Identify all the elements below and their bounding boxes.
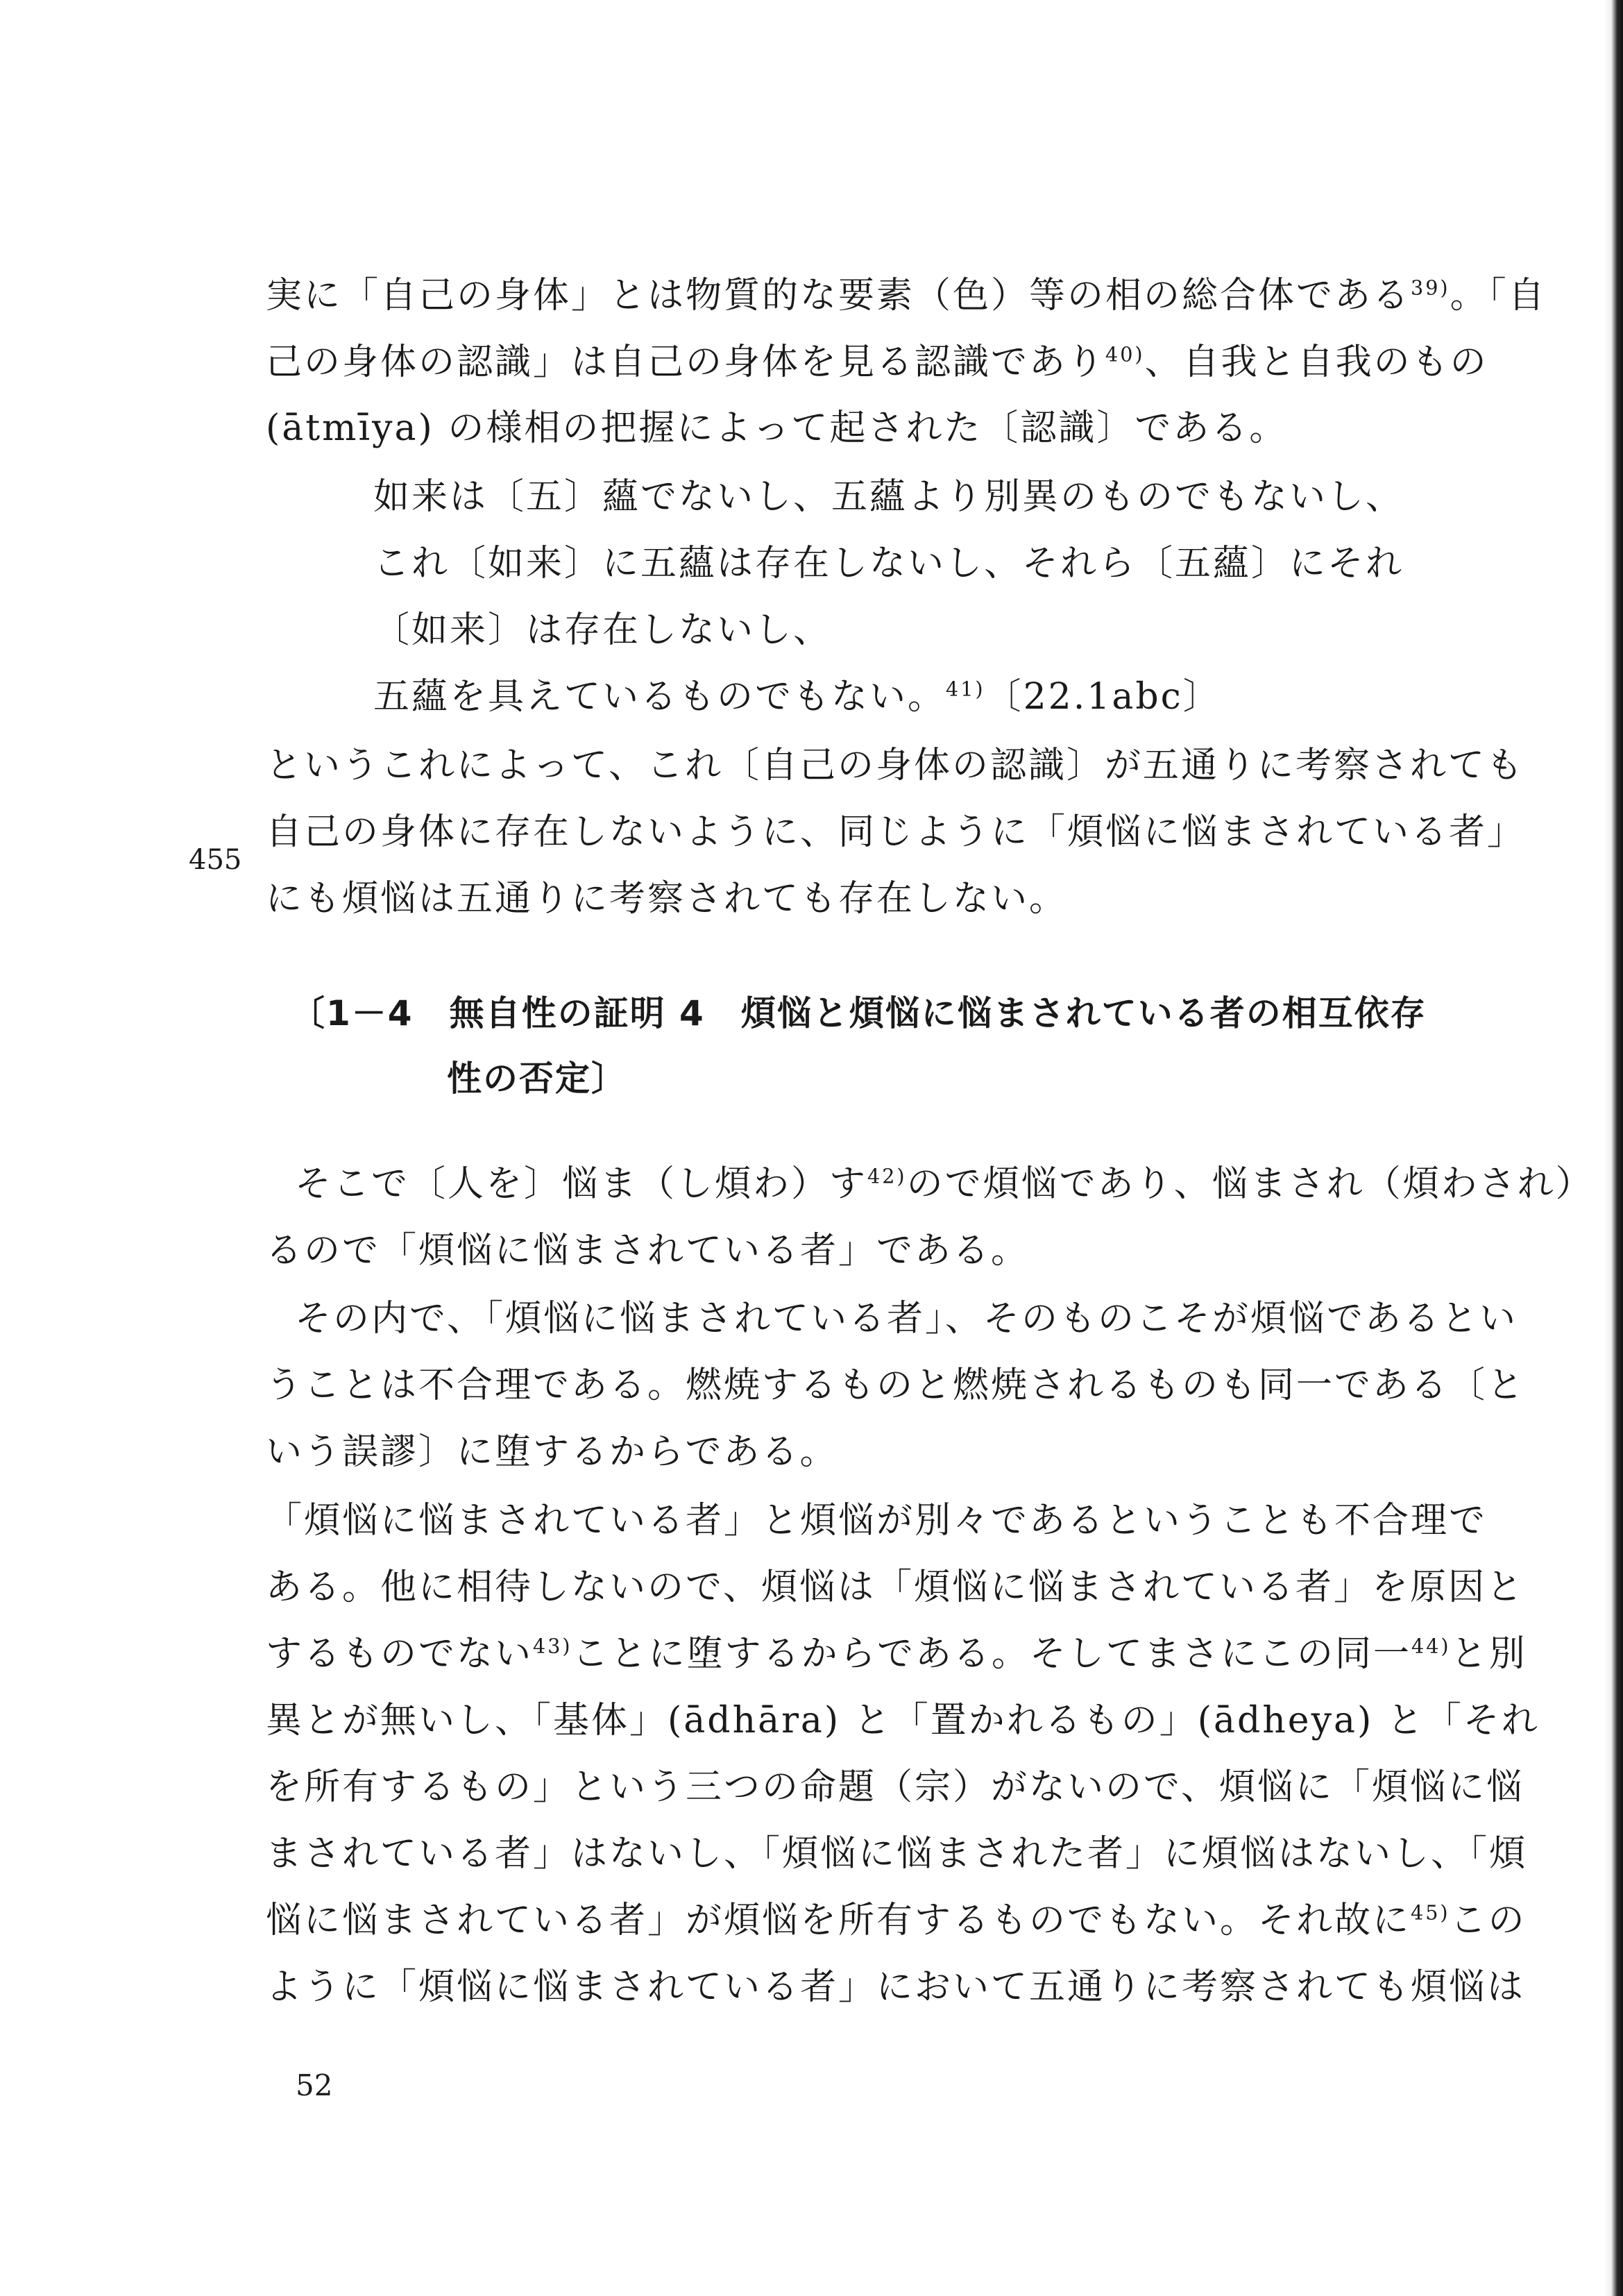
para2-line-2: 自己の身体に存在しないように、同じように「煩悩に悩まされている者」 [266, 811, 1526, 853]
verse-line-4: 五蘊を具えているものでもない。$^{41)}$〔22.1abc〕 [373, 676, 1221, 718]
section-heading-line-1: 〔1－4 無自性の証明 4 煩悩と煩悩に悩まされている者の相互依存 [290, 993, 1427, 1033]
section-heading-line-2: 性の否定〕 [447, 1058, 627, 1099]
para4-line-1: その内で、「煩悩に悩まされている者」、そのものこそが煩悩であるとい [295, 1298, 1518, 1340]
para5-line-5: を所有するもの」という三つの命題（宗）がないので、煩悩に「煩悩に悩 [266, 1766, 1524, 1808]
para5-line-4: 異とが無いし、「基体」(ādhāra) と「置かれるもの」(ādheya) と「それ [266, 1700, 1540, 1741]
para5-line-7: 悩に悩まされている者」が煩悩を所有するものでもない。それ故に$^{45)}$この [266, 1900, 1527, 1941]
para4-line-2: うことは不合理である。燃焼するものと燃焼されるものも同一である〔と [266, 1365, 1526, 1406]
para1-line-3: (ātmīya) の様相の把握によって起された〔認識〕である。 [266, 407, 1288, 449]
page-number: 52 [296, 2068, 333, 2102]
para5-line-3: するものでない$^{43)}$ことに堕するからである。そしてまさにこの同一$^{44)}$と別 [266, 1633, 1527, 1675]
verse-line-1: 如来は〔五〕蘊でないし、五蘊より別異のものでもないし、 [373, 476, 1404, 518]
para1-line-1: 実に「自己の身体」とは物質的な要素（色）等の相の総合体である$^{39)}$。「自 [266, 275, 1547, 316]
para1-line-2: 己の身体の認識」は自己の身体を見る認識であり$^{40)}$、自我と自我のもの [266, 341, 1488, 383]
para5-line-1: 「煩悩に悩まされている者」と煩悩が別々であるということも不合理で [266, 1500, 1488, 1542]
para3-line-1: そこで〔人を〕悩ま（し煩わ）す$^{42)}$ので煩悩であり、悩まされ（煩わされ） [295, 1163, 1594, 1205]
scan-edge-shadow [1604, 0, 1623, 2296]
verse-line-2: これ〔如来〕に五蘊は存在しないし、それら〔五蘊〕にそれ [373, 543, 1404, 584]
verse-line-3: 〔如来〕は存在しないし、 [373, 609, 832, 651]
para2-line-1: というこれによって、これ〔自己の身体の認識〕が五通りに考察されても [266, 745, 1524, 786]
para3-line-2: るので「煩悩に悩まされている者」である。 [266, 1230, 1030, 1272]
para5-line-8: ように「煩悩に悩まされている者」において五通りに考察されても煩悩は [266, 1966, 1526, 2008]
para4-line-3: いう誤謬〕に堕するからである。 [266, 1431, 838, 1473]
para5-line-6: まされている者」はないし、「煩悩に悩まされた者」に煩悩はないし、「煩 [266, 1833, 1528, 1875]
para2-line-3: にも煩悩は五通りに考察されても存在しない。 [266, 878, 1068, 920]
para5-line-2: ある。他に相待しないので、煩悩は「煩悩に悩まされている者」を原因と [266, 1567, 1524, 1608]
margin-number: 455 [189, 844, 242, 876]
